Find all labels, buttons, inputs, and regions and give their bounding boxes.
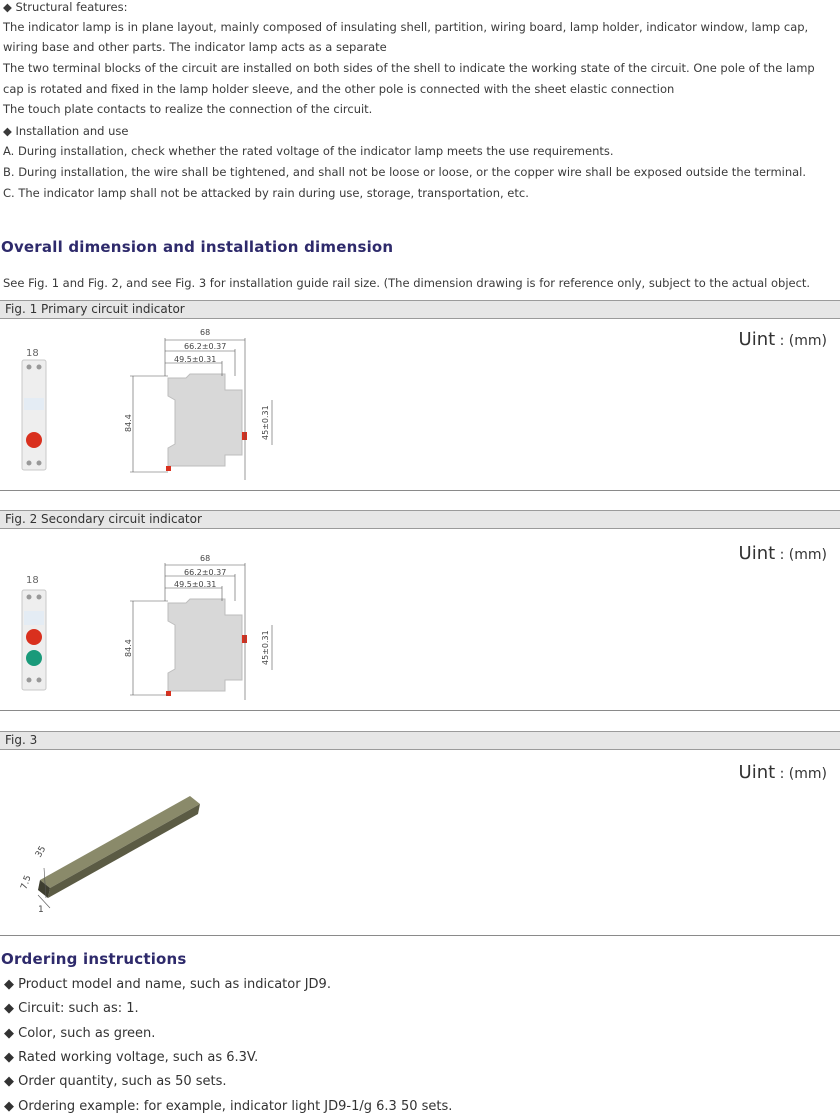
fig1-unit bbox=[739, 329, 827, 350]
fig3-dim-c: 1 bbox=[38, 905, 44, 915]
structural-line: The indicator lamp is in plane layout, mainly composed of insulating shell, partition, wiring board, lamp holder, indicator window, lamp cap, bbox=[3, 20, 809, 34]
fig1-drawing bbox=[0, 320, 300, 485]
divider bbox=[0, 935, 840, 936]
unit-word: Uint bbox=[738, 762, 776, 783]
green-lamp bbox=[26, 650, 42, 666]
fig1-rail-dim: 45±0.31 bbox=[261, 405, 270, 440]
ordering-item: ◆ Circuit: such as: 1. bbox=[4, 1001, 139, 1016]
unit-word: Uint bbox=[738, 543, 776, 564]
unit-suffix: : (mm) bbox=[775, 547, 827, 563]
fig2-width-dim: 18 bbox=[26, 575, 39, 586]
label-plate bbox=[24, 398, 44, 410]
fig1-height-dim: 84.4 bbox=[124, 414, 133, 432]
structural-line: The two terminal blocks of the circuit are installed on both sides of the shell to indicate the working state of the circuit. One pole of the lamp bbox=[3, 61, 815, 75]
ordering-item: ◆ Color, such as green. bbox=[4, 1026, 156, 1041]
din-rail bbox=[40, 796, 200, 888]
unit-suffix: : (mm) bbox=[775, 766, 827, 782]
installation-item: B. During installation, the wire shall be tightened, and shall not be loose or loose, or the copper wire shall be exposed outside the terminal. bbox=[3, 165, 807, 179]
fig2-drawing bbox=[0, 545, 300, 705]
module-front bbox=[22, 360, 46, 470]
red-lamp bbox=[26, 432, 42, 448]
red-lamp bbox=[26, 629, 42, 645]
fig2-rail-dim: 45±0.31 bbox=[261, 630, 270, 665]
fig2-d1-dim: 66.2±0.37 bbox=[184, 568, 227, 577]
ordering-title: Ordering instructions bbox=[1, 950, 187, 968]
ordering-item: ◆ Ordering example: for example, indicator light JD9-1/g 6.3 50 sets. bbox=[4, 1099, 453, 1114]
fig3-dim-b: 35 bbox=[33, 844, 49, 860]
fig2-d2-dim: 49.5±0.31 bbox=[174, 580, 217, 589]
unit-word: Uint bbox=[738, 329, 776, 350]
fig1-label: Fig. 1 Primary circuit indicator bbox=[5, 302, 185, 316]
label-plate bbox=[24, 611, 44, 625]
ordering-item: ◆ Rated working voltage, such as 6.3V. bbox=[4, 1050, 259, 1065]
structural-line: The touch plate contacts to realize the connection of the circuit. bbox=[3, 102, 373, 116]
ordering-item: ◆ Order quantity, such as 50 sets. bbox=[4, 1074, 227, 1089]
fig2-total-dim: 68 bbox=[200, 554, 211, 563]
structural-heading: ◆ Structural features: bbox=[3, 0, 128, 14]
divider bbox=[0, 490, 840, 491]
ordering-item: ◆ Product model and name, such as indicator JD9. bbox=[4, 977, 331, 992]
fig2-header bbox=[0, 510, 840, 529]
installation-item: A. During installation, check whether the rated voltage of the indicator lamp meets the use requirements. bbox=[3, 144, 614, 158]
fig3-header bbox=[0, 731, 840, 750]
fig1-total-dim: 68 bbox=[200, 328, 211, 337]
dimension-section-title: Overall dimension and installation dimension bbox=[1, 238, 394, 256]
installation-heading: ◆ Installation and use bbox=[3, 124, 129, 138]
fig1-d1-dim: 66.2±0.37 bbox=[184, 342, 227, 351]
fig3-dim-a: 7.5 bbox=[19, 874, 34, 892]
module-side bbox=[168, 599, 242, 691]
divider bbox=[0, 710, 840, 711]
structural-line: wiring base and other parts. The indicator lamp acts as a separate bbox=[3, 40, 387, 54]
fig3-unit bbox=[739, 762, 827, 783]
fig2-label: Fig. 2 Secondary circuit indicator bbox=[5, 512, 202, 526]
fig2-unit bbox=[739, 543, 827, 564]
fig2-height-dim: 84.4 bbox=[124, 639, 133, 657]
installation-item: C. The indicator lamp shall not be attacked by rain during use, storage, transportation, etc. bbox=[3, 186, 529, 200]
module-side bbox=[168, 374, 242, 466]
fig1-header bbox=[0, 300, 840, 319]
dimension-note: See Fig. 1 and Fig. 2, and see Fig. 3 for installation guide rail size. (The dimension drawing is for reference only, subject to the actual object. bbox=[3, 276, 811, 290]
unit-suffix: : (mm) bbox=[775, 333, 827, 349]
structural-line: cap is rotated and fixed in the lamp holder sleeve, and the other pole is connected with the sheet elastic connection bbox=[3, 82, 675, 96]
fig1-d2-dim: 49.5±0.31 bbox=[174, 355, 217, 364]
fig3-drawing bbox=[0, 780, 240, 930]
fig3-label: Fig. 3 bbox=[5, 733, 38, 747]
fig1-width-dim: 18 bbox=[26, 348, 39, 359]
